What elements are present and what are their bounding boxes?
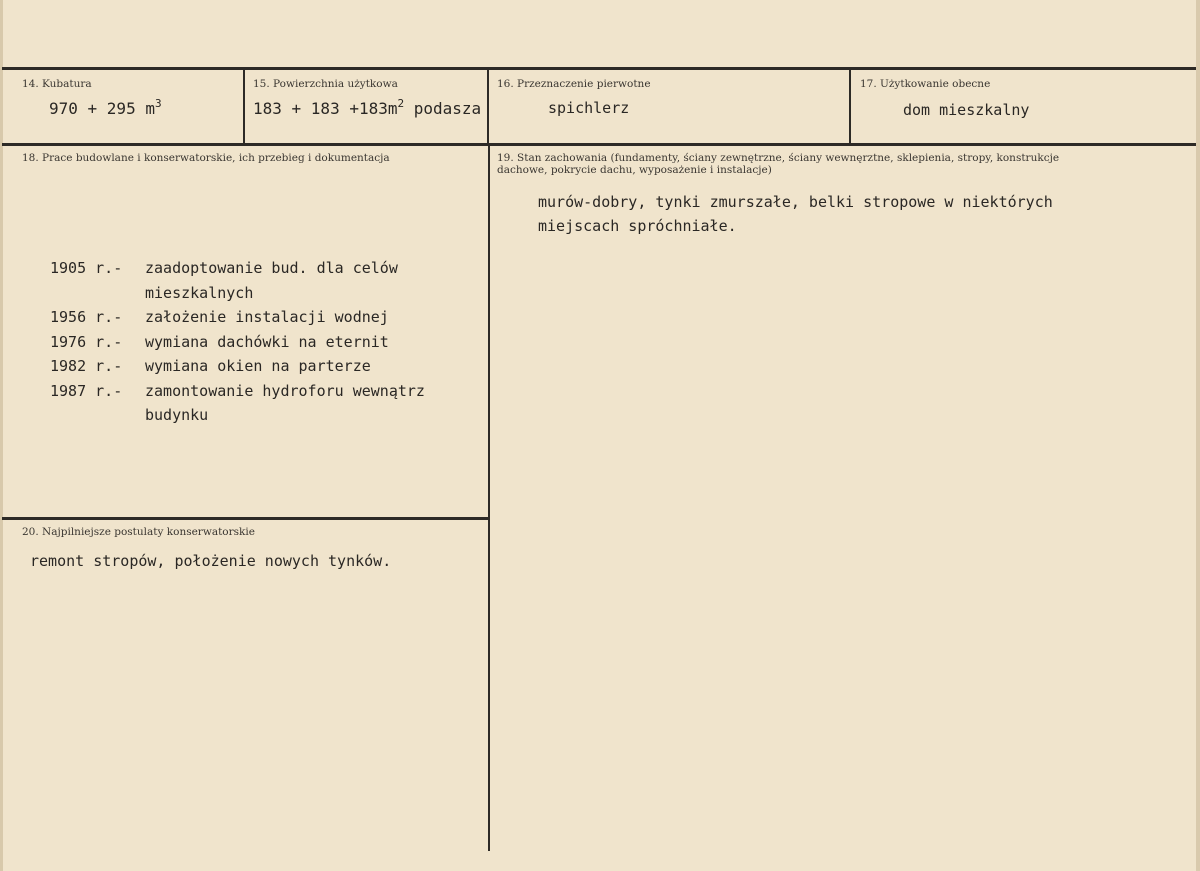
work-description: założenie instalacji wodnej (145, 308, 389, 326)
card-right-edge (1196, 0, 1200, 871)
kubatura-value (49, 97, 162, 121)
card-left-edge (0, 0, 3, 871)
divider-main-vertical (488, 145, 490, 851)
list-item (50, 379, 475, 428)
work-year: 1905 r.- (50, 259, 123, 277)
list-item (50, 354, 475, 379)
postulaty-label: 20. Najpilniejsze postulaty konserwatorskie (22, 526, 255, 538)
powierzchnia-suffix: podasza (404, 99, 482, 118)
work-description: wymiana okien na parterze (145, 357, 371, 375)
section-20-top-rule (2, 517, 489, 520)
top-rule (2, 67, 1196, 70)
list-item (50, 256, 475, 305)
divider-powierzchnia (487, 69, 489, 145)
list-item (50, 305, 475, 330)
divider-przeznaczenie (849, 69, 851, 145)
powierzchnia-label: 15. Powierzchnia użytkowa (253, 78, 398, 90)
powierzchnia-number: 183 + 183 +183m (253, 99, 398, 118)
powierzchnia-exponent: 2 (397, 97, 405, 110)
stan-line-1: murów-dobry, tynki zmurszałe, belki stropowe w niektórych (538, 193, 1053, 211)
kubatura-label: 14. Kubatura (22, 78, 92, 90)
work-description: zaadoptowanie bud. dla celów mieszkalnych (145, 259, 398, 302)
work-description: wymiana dachówki na eternit (145, 332, 389, 351)
list-item (50, 330, 475, 355)
uzytkowanie-label: 17. Użytkowanie obecne (860, 78, 991, 90)
divider-kubatura (243, 69, 245, 145)
work-year: 1976 r.- (50, 332, 123, 351)
row1-bottom-rule (2, 143, 1196, 146)
uzytkowanie-value: dom mieszkalny (903, 101, 1030, 119)
powierzchnia-value (253, 97, 481, 121)
work-year: 1982 r.- (50, 357, 123, 375)
prace-list (50, 256, 475, 428)
przeznaczenie-value: spichlerz (548, 99, 630, 117)
stan-line-2: miejscach spróchniałe. (538, 217, 737, 235)
work-year: 1987 r.- (50, 381, 123, 400)
kubatura-number: 970 + 295 m (49, 99, 155, 118)
przeznaczenie-label: 16. Przeznaczenie pierwotne (497, 78, 651, 90)
work-year: 1956 r.- (50, 308, 123, 326)
work-description: zamontowanie hydroforu wewnątrz budynku (145, 381, 425, 424)
kubatura-exponent: 3 (154, 97, 162, 110)
prace-label: 18. Prace budowlane i konserwatorskie, ich przebieg i dokumentacja (22, 152, 390, 164)
postulaty-value: remont stropów, położenie nowych tynków. (30, 552, 392, 570)
stan-label: 19. Stan zachowania (fundamenty, ściany zewnętrzne, ściany wewnęrztne, sklepienia, stropy, konstrukcje dachowe, pokrycie dachu, wyposażenie i instalacje) (497, 152, 1060, 176)
